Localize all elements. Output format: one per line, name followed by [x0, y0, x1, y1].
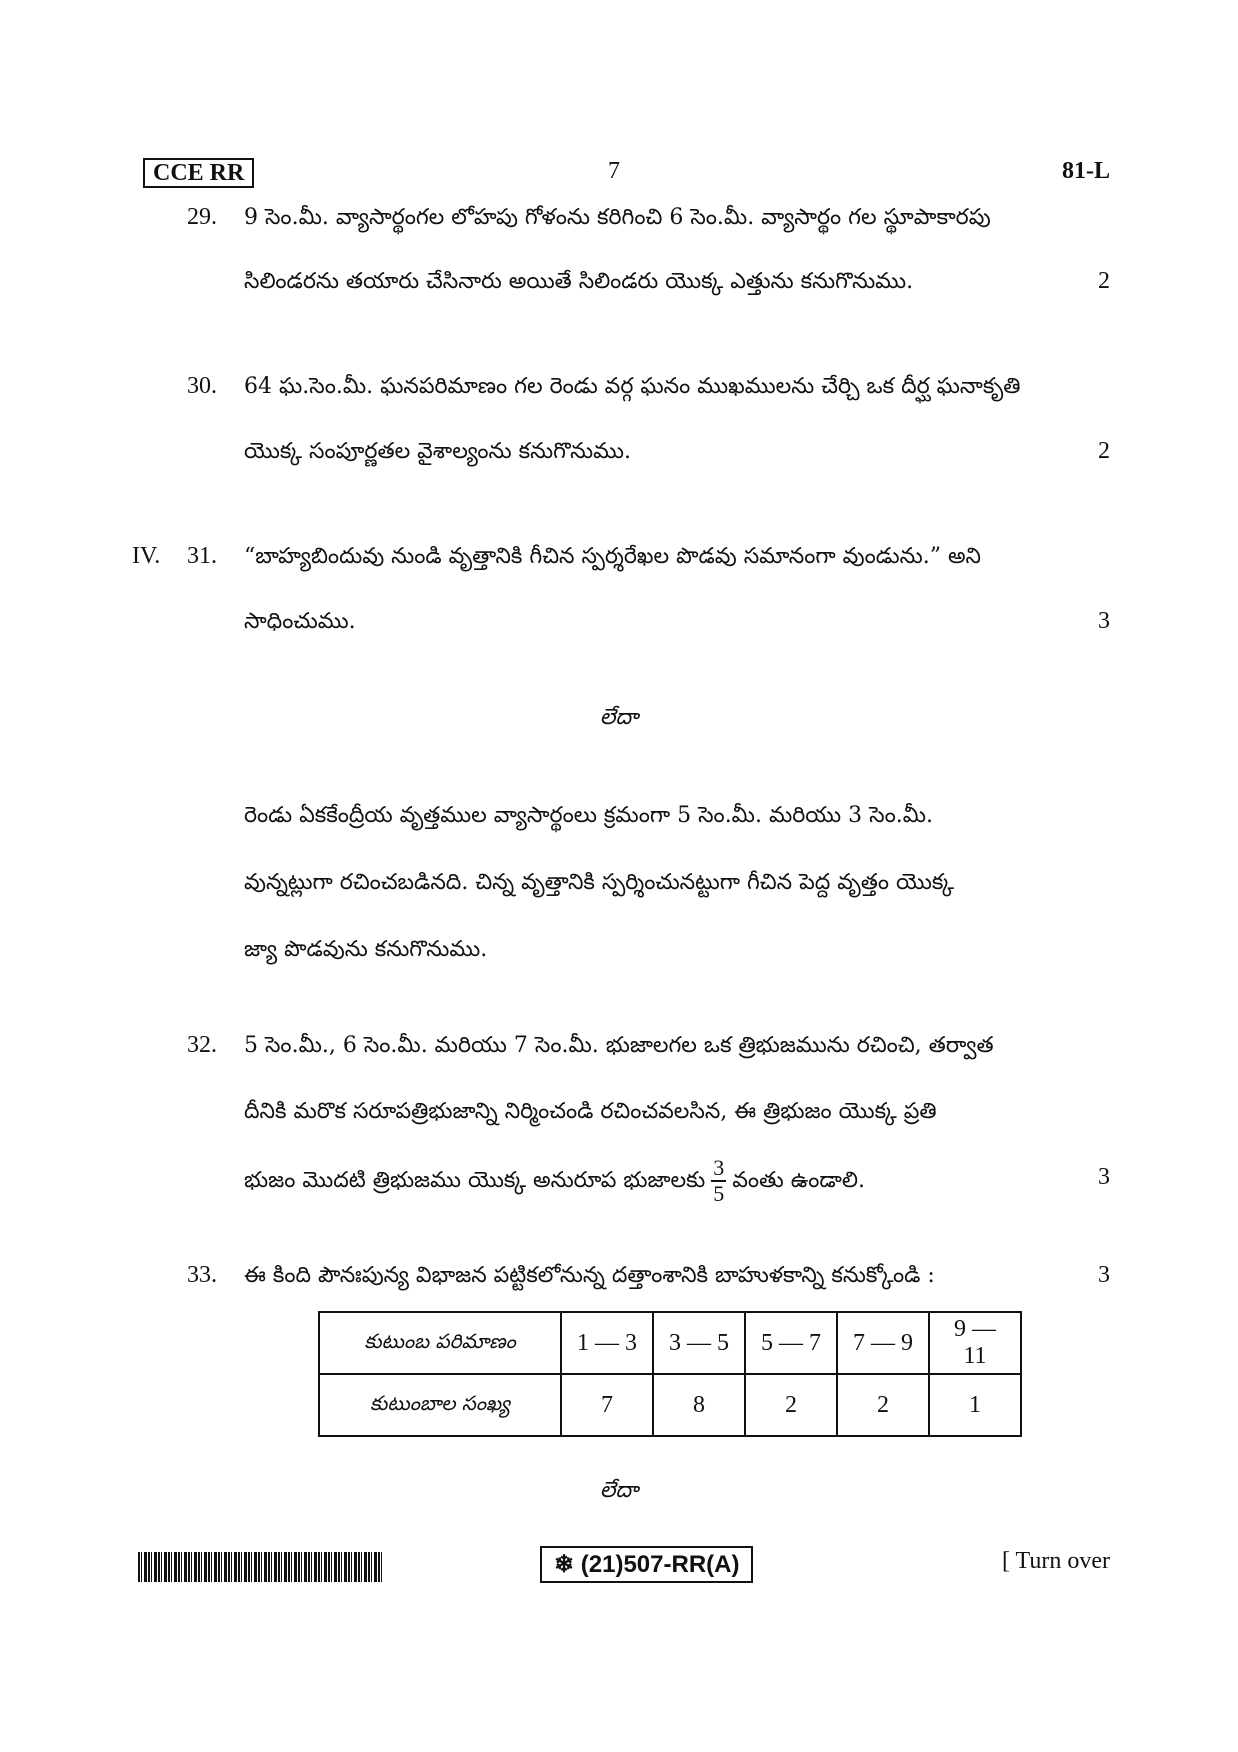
frequency-distribution-table: [318, 1311, 1022, 1437]
fraction-numerator: 3: [713, 1155, 725, 1180]
table-cell: 1 — 3: [561, 1312, 653, 1374]
q30-marks: 2: [1098, 438, 1110, 464]
q31-marks: 3: [1098, 608, 1110, 634]
or-separator-2: లేదా: [599, 1478, 639, 1503]
q30-line-2: యొక్క సంపూర్ణతల వైశాల్యంను కనుగొనుము.: [244, 439, 632, 464]
row-label-number-of-families: కుటుంబాల సంఖ్య: [319, 1374, 561, 1436]
table-cell: 8: [653, 1374, 745, 1436]
table-cell: 7: [561, 1374, 653, 1436]
q31-line-1: “బాహ్యబిందువు నుండి వృత్తానికి గీచిన స్పర్శరేఖల పొడవు సమానంగా వుండును.” అని: [244, 544, 981, 569]
q32-line-3-start: భుజం మొదటి త్రిభుజము యొక్క అనురూప భుజాలకు: [244, 1168, 706, 1193]
q31-alt-line-3: జ్యా పొడవును కనుగొనుము.: [244, 937, 488, 962]
q32-marks: 3: [1098, 1164, 1110, 1190]
fraction-three-fifths: [711, 1156, 726, 1206]
table-row: [319, 1312, 1021, 1374]
q33-line-1: ఈ కింది పౌనఃపున్య విభాజన పట్టికలోనున్న దత్తాంశానికి బాహుళకాన్ని కనుక్కోండి :: [244, 1263, 935, 1288]
turn-over-note: [ Turn over: [1001, 1548, 1110, 1574]
section-label: IV.: [132, 543, 161, 569]
question-number-29: 29.: [187, 204, 217, 230]
q29-line-1: 9 సెం.మీ. వ్యాసార్థంగల లోహపు గోళంను కరిగించి 6 సెం.మీ. వ్యాసార్థం గల స్థూపాకారపు: [244, 205, 991, 230]
table-row: [319, 1374, 1021, 1436]
table-cell: 5 — 7: [745, 1312, 837, 1374]
paper-code-box: CCE RR: [143, 158, 254, 188]
question-number-33: 33.: [187, 1262, 217, 1288]
q32-line-2: దీనికి మరొక సరూపత్రిభుజాన్ని నిర్మించండి రచించవలసిన, ఈ త్రిభుజం యొక్క ప్రతి: [244, 1099, 937, 1124]
q29-marks: 2: [1098, 268, 1110, 294]
q29-line-2: సిలిండరను తయారు చేసినారు అయితే సిలిండరు యొక్క ఎత్తును కనుగొనుము.: [244, 269, 914, 294]
q30-line-1: 64 ఘ.సెం.మీ. ఘనపరిమాణం గల రెండు వర్గ ఘనం ముఖములను చేర్చి ఒక దీర్ఘ ఘనాకృతి: [244, 374, 1021, 399]
q32-line-1: 5 సెం.మీ., 6 సెం.మీ. మరియు 7 సెం.మీ. భుజాలగల ఒక త్రిభుజమును రచించి, తర్వాత: [244, 1033, 994, 1058]
or-separator-1: లేదా: [599, 705, 639, 730]
barcode: [138, 1552, 384, 1582]
table-cell: 3 — 5: [653, 1312, 745, 1374]
table-cell: 2: [745, 1374, 837, 1436]
table-cell: 7 — 9: [837, 1312, 929, 1374]
q32-line-3: [244, 1156, 865, 1206]
footer-paper-code: ❄ (21)507-RR(A): [540, 1546, 753, 1583]
q31-line-2: సాధించుము.: [244, 609, 356, 634]
q31-alt-line-1: రెండు ఏకకేంద్రీయ వృత్తముల వ్యాసార్థంలు క్రమంగా 5 సెం.మీ. మరియు 3 సెం.మీ.: [244, 803, 934, 828]
row-label-family-size: కుటుంబ పరిమాణం: [319, 1312, 561, 1374]
q32-line-3-end: వంతు ఉండాలి.: [732, 1168, 865, 1193]
q33-marks: 3: [1098, 1262, 1110, 1288]
table-cell: 1: [929, 1374, 1021, 1436]
paper-number: 81-L: [1062, 158, 1110, 184]
page-number: 7: [608, 158, 620, 184]
table-cell: 2: [837, 1374, 929, 1436]
question-number-31: 31.: [187, 543, 217, 569]
table-cell: 9 — 11: [929, 1312, 1021, 1374]
q31-alt-line-2: వున్నట్లుగా రచించబడినది. చిన్న వృత్తానికి స్పర్శించునట్టుగా గీచిన పెద్ద వృత్తం యొక్క: [244, 870, 954, 895]
question-number-30: 30.: [187, 373, 217, 399]
question-number-32: 32.: [187, 1032, 217, 1058]
fraction-denominator: 5: [713, 1181, 725, 1206]
